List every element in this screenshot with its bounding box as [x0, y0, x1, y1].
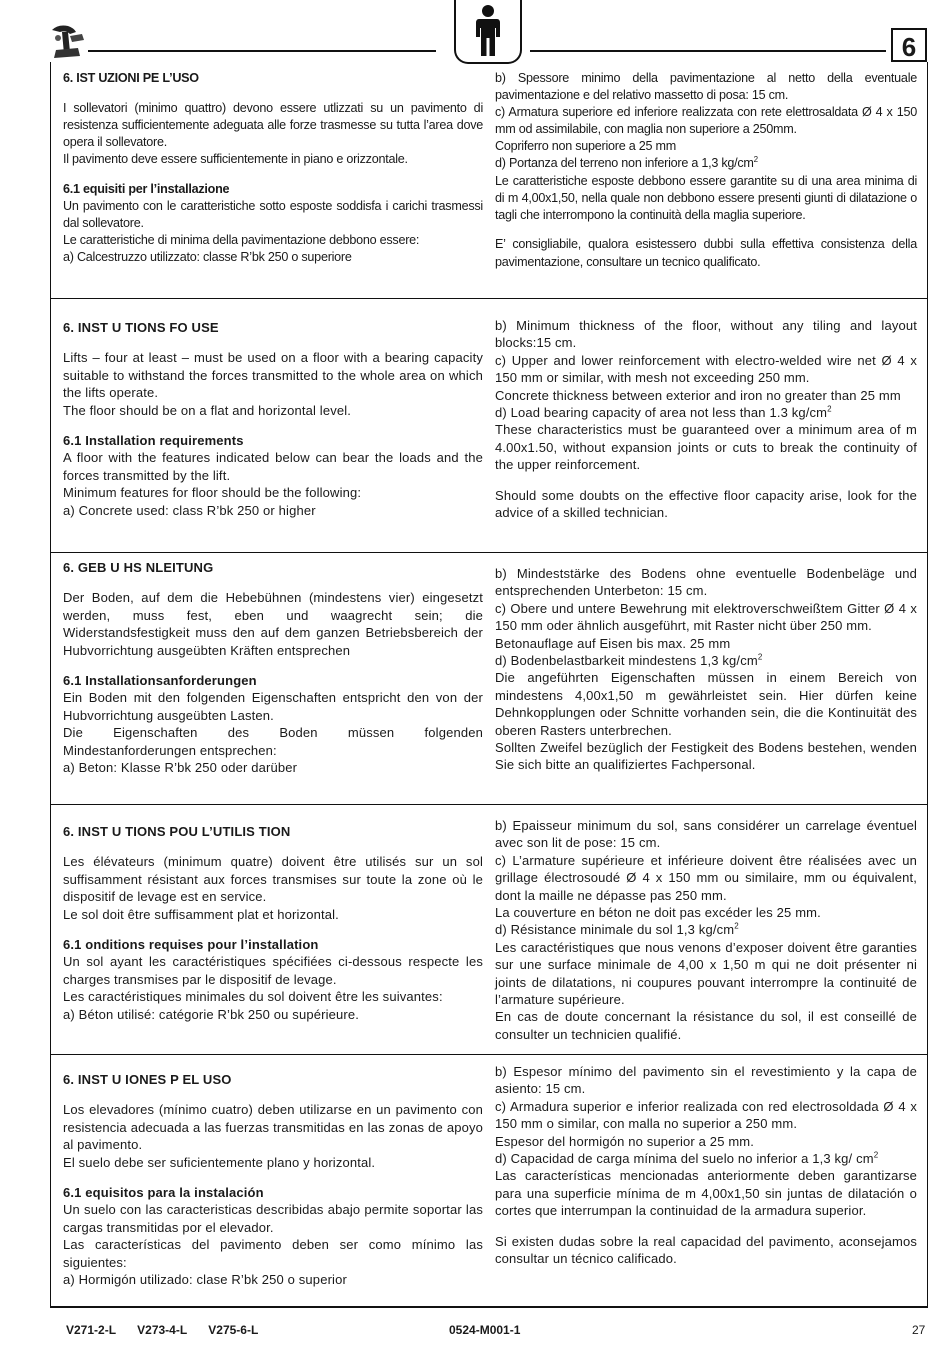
paragraph: Las características mencionadas anteriormente deben garantizarse para una superficie mínima de m 4,00x1,50 sin juntas de dilatación o cortes que interrumpan la continuidad de la armadura superior. [495, 1168, 917, 1219]
paragraph: b) Mindeststärke des Bodens ohne eventuelle Bodenbeläge und entsprechenden Unterbeton: 15 cm. [495, 566, 917, 599]
paragraph: La couverture en béton ne doit pas excéder les 25 mm. [495, 905, 821, 921]
footer-doc-code: 0524-M001-1 [449, 1323, 521, 1337]
person-icon [472, 4, 504, 58]
paragraph: a) Beton: Klasse R’bk 250 oder darüber [63, 760, 298, 776]
footer-models: V271-2-L V273-4-L V275-6-L [66, 1323, 259, 1337]
paragraph: En cas de doute concernant la résistance du sol, il est conseillé de consulter un technicien qualifié. [495, 1009, 917, 1042]
paragraph: c) Upper and lower reinforcement with electro-welded wire net Ø 4 x 150 mm or similar, with mesh not exceeding 250 mm. [495, 352, 917, 386]
paragraph: Sollten Zweifel bezüglich der Festigkeit des Bodens bestehen, wenden Sie sich bitte an qualifiziertes Fachpersonal. [495, 740, 917, 773]
paragraph: Le caratteristiche di minima della pavimentazione debbono essere: [63, 232, 420, 247]
paragraph: Concrete thickness between exterior and iron no greater than 25 mm [495, 387, 901, 403]
paragraph: A floor with the features indicated below can bear the loads and the forces transmitted by the lift. [63, 450, 483, 483]
sub-heading: 6.1 Installationsanforderungen [63, 673, 257, 689]
paragraph: Si existen dudas sobre la real capacidad del pavimento, aconsejamos consultar un técnico calificado. [495, 1233, 917, 1267]
header-rule-left [88, 50, 436, 52]
it-left-column [63, 70, 483, 266]
content-frame [50, 62, 928, 1308]
sub-heading: 6.1 Installation requirements [63, 433, 244, 449]
paragraph: Should some doubts on the effective floor capacity arise, look for the advice of a skilled technician. [495, 487, 917, 521]
paragraph: b) Spessore minimo della pavimentazione al netto della eventuale pavimentazione e del relativo massetto di posa: 15 cm. [495, 71, 917, 103]
paragraph: Le sol doit être suffisamment plat et horizontal. [63, 906, 339, 922]
paragraph: b) Epaisseur minimum du sol, sans considérer un carrelage éventuel avec son lit de pose: 15 cm. [495, 818, 917, 851]
paragraph: c) Obere und untere Bewehrung mit elektroverschweißtem Gitter Ø 4 x 150 mm oder ähnlich ausgeführt, mit Raster nicht über 250 mm. [495, 600, 917, 634]
paragraph: b) Espesor mínimo del pavimento sin el revestimiento y la capa de asiento: 15 cm. [495, 1064, 917, 1097]
paragraph: El suelo debe ser suficientemente plano y horizontal. [63, 1154, 376, 1170]
paragraph: The floor should be on a flat and horizontal level. [63, 402, 352, 418]
paragraph: Copriferro non superiore a 25 mm [495, 139, 676, 154]
paragraph: Lifts – four at least – must be used on a floor with a bearing capacity suitable to withstand the forces transmitted to the whole area on which the lifts operate. [63, 350, 483, 401]
paragraph: d) Capacidad de carga mínima del suelo no inferior a 1,3 kg/ $cm^2$ [495, 1150, 879, 1167]
superscript: 2 [757, 652, 763, 662]
paragraph: Minimum features for floor should be the following: [63, 485, 362, 501]
it-right-column [495, 70, 917, 271]
paragraph: Les caractéristiques que nous venons d’exposer doivent être garanties sur une surface minimale de 4,00 x 1,50 m qui ne doit présenter ni joints de dilatations, ni coupures pouvant interrompre la continuité de l’armature supérieure. [495, 939, 917, 1008]
paragraph: Die Eigenschaften des Boden müssen folgenden Mindestanforderungen entsprechen: [63, 725, 483, 758]
en-left-column [63, 319, 483, 519]
paragraph: Ein Boden mit den folgenden Eigenschaften entspricht den von der Hubvorrichtung ausgeübten Lasten. [63, 690, 483, 723]
paragraph: c) Armatura superiore ed inferiore realizzata con rete elettrosaldata Ø 4 x 150 mm od assimilabile, con maglia non superiore a 250mm. [495, 105, 917, 137]
chapter-number: 6 [891, 28, 927, 62]
paragraph: b) Minimum thickness of the floor, without any tiling and layout blocks:15 cm. [495, 318, 917, 351]
superscript: 2 [734, 922, 739, 932]
paragraph: Il pavimento deve essere sufficientemente in piano e orizzontale. [63, 151, 408, 166]
paragraph: Las características del pavimento deben ser como mínimo las siguientes: [63, 1237, 483, 1270]
fr-right-column [495, 817, 917, 1043]
paragraph: I sollevatori (minimo quattro) devono essere utlizzati su un pavimento di resistenza sufficientemente adeguata alle forze trasmesse su tutta l’area dove opera il sollevatore. [63, 100, 483, 149]
person-badge [454, 0, 522, 64]
paragraph: Der Boden, auf dem die Hebebühnen (mindestens vier) eingesetzt werden, muss fest, eben und waagrecht sein; die Widerstandsfestigkeit muss den auf dem ganzen Betriebsbereich der Hubvorrichtung ausgeübten Kräften entsprechen [63, 590, 483, 658]
section-title: 6. INST U IONES P EL USO [63, 1072, 232, 1087]
paragraph: Un sol ayant les caractéristiques spécifiées ci-dessous respecte les charges transmises par le dispositif de levage. [63, 954, 483, 987]
sub-heading: 6.1 onditions requises pour l’installation [63, 937, 319, 953]
page-number: 27 [912, 1323, 926, 1337]
de-left-column [63, 559, 483, 776]
paragraph: a) Hormigón utilizado: clase R’bk 250 o superior [63, 1272, 347, 1288]
section-english [51, 298, 927, 552]
header-rule-right [530, 50, 886, 52]
es-left-column [63, 1071, 483, 1288]
section-title: 6. INST U TIONS POU L’UTILIS TION [63, 824, 291, 839]
paragraph: a) Béton utilisé: catégorie R’bk 250 ou supérieure. [63, 1006, 359, 1022]
paragraph: a) Concrete used: class R’bk 250 or higher [63, 502, 316, 518]
paragraph: These characteristics must be guaranteed over a minimum area of m 4.00x1.50, without expansion joints or cuts to break the continuity of the upper reinforcement. [495, 422, 917, 473]
superscript: 2 [827, 404, 832, 414]
paragraph: Le caratteristiche esposte debbono essere garantite su di una area minima di di m 4,00x1,50, nella quale non debbono essere presenti giunti di dilatazione o tagli che interrompono la continuità della maglia superiore. [495, 173, 917, 222]
de-right-column [495, 565, 917, 774]
paragraph: d) Load bearing capacity of area not less than 1.3 $kg/cm^2$ [495, 404, 832, 421]
paragraph: Die angeführten Eigenschaften müssen in einem Bereich von mindestens 4,00x1,50 m gewährleistet sein. Hier dürfen keine Dehnkopplungen oder Schnitte vorhanden sein, die die Kontinuität des oberen Rasters unterbrechen. [495, 670, 917, 738]
section-title: 6. INST U TIONS FO USE [63, 320, 219, 335]
en-right-column [495, 317, 917, 521]
paragraph: Betonauflage auf Eisen bis max. 25 mm [495, 635, 731, 651]
section-french [51, 804, 927, 1054]
sub-heading: 6.1 equisitos para la instalación [63, 1185, 264, 1201]
paragraph: d) Résistance minimale du sol 1,3 $kg/cm^2$ [495, 922, 739, 938]
fr-left-column [63, 823, 483, 1023]
paragraph: a) Calcestruzzo utilizzato: classe R’bk 250 o superiore [63, 250, 352, 265]
paragraph: Los elevadores (mínimo cuatro) deben utilizarse en un pavimento con resistencia adecuada a las fuerzas transmitidas en las zonas de apoyo al pavimento. [63, 1102, 483, 1153]
es-right-column [495, 1063, 917, 1267]
section-title: 6. IST UZIONI PE L’USO [63, 71, 199, 85]
paragraph: c) L’armature supérieure et inférieure doivent être réalisées avec un grillage électrosoudé Ø 4 x 150 mm ou similaire, mm ou équivalent, dont la maille ne dépasse pas 250 mm. [495, 852, 917, 903]
sub-heading: 6.1 equisiti per l’installazione [63, 181, 230, 196]
superscript: 2 [873, 1150, 879, 1160]
paragraph: Les caractéristiques minimales du sol doivent être les suivantes: [63, 989, 443, 1005]
paragraph: E’ consigliabile, qualora esistessero dubbi sulla effettiva consistenza della pavimentazione, consultare un tecnico qualificato. [495, 237, 917, 269]
paragraph: Espesor del hormigón no superior a 25 mm. [495, 1133, 755, 1149]
paragraph: d) Bodenbelastbarkeit mindestens 1,3 $kg/cm^2$ [495, 652, 763, 669]
tool-logo-icon [48, 22, 88, 60]
section-german [51, 552, 927, 804]
paragraph: Un pavimento con le caratteristiche sotto esposte soddisfa i carichi trasmessi dal sollevatore. [63, 198, 483, 230]
paragraph: Les élévateurs (minimum quatre) doivent être utilisés sur un sol suffisamment résistant aux forces transmises sur toute la zone où le dispositif de levage est en service. [63, 854, 483, 905]
paragraph: c) Armadura superior e inferior realizada con red electrosoldada Ø 4 x 150 mm o similar, con malla no superior a 250 mm. [495, 1098, 917, 1132]
section-title: 6. GEB U HS NLEITUNG [63, 560, 214, 575]
paragraph: d) Portanza del terreno non inferiore a 1,3 $kg/cm^2$ [495, 155, 758, 171]
paragraph: Un suelo con las caracteristicas describidas abajo permite soportar las cargas transmitidas por el elevador. [63, 1202, 483, 1235]
section-italian [51, 62, 927, 298]
section-spanish [51, 1054, 927, 1308]
superscript: 2 [753, 155, 758, 165]
